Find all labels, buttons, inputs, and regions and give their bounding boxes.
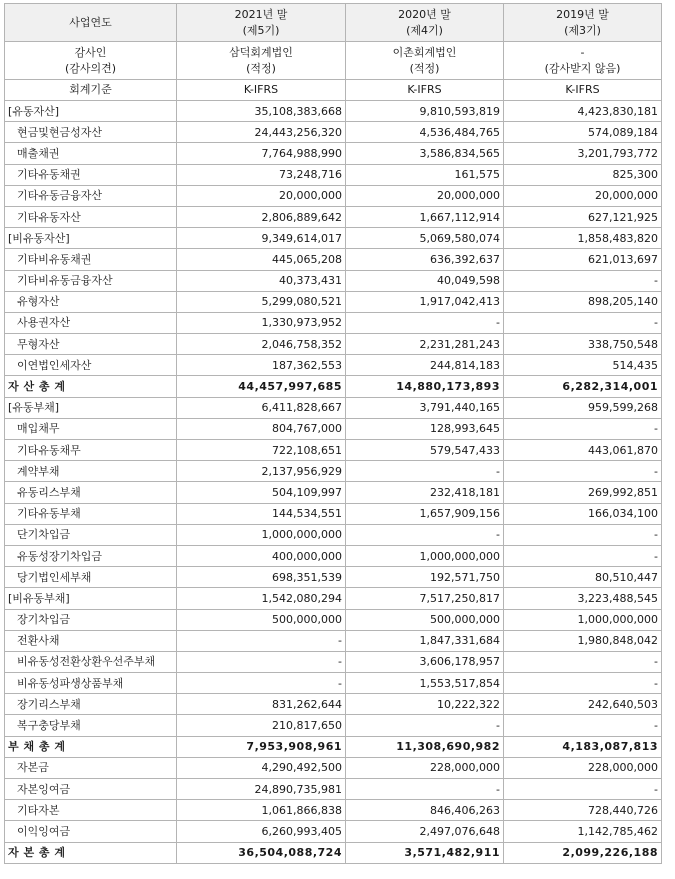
value-cell: 1,657,909,156 [346,503,504,524]
table-row [5,694,662,715]
row-label: 비유동성전환상환우선주부채 [5,651,177,672]
value-cell: - [504,270,662,291]
value-cell: 9,349,614,017 [177,228,346,249]
value-cell: 80,510,447 [504,567,662,588]
value-cell: 187,362,553 [177,355,346,376]
row-label: 단기차입금 [5,524,177,545]
value-cell: 3,606,178,957 [346,651,504,672]
section-row [5,397,662,418]
value-cell: - [346,312,504,333]
header-period: (제3기) [564,23,601,37]
table-row [5,164,662,185]
value-cell: - [504,524,662,545]
value-cell: 1,847,331,684 [346,630,504,651]
table-row [5,800,662,821]
value-cell: 35,108,383,668 [177,101,346,122]
table-row [5,185,662,206]
value-cell: 846,406,263 [346,800,504,821]
table-row [5,122,662,143]
table-row [5,567,662,588]
value-cell: 20,000,000 [504,185,662,206]
value-cell: - [504,651,662,672]
value-cell: 500,000,000 [346,609,504,630]
value-cell: 574,089,184 [504,122,662,143]
value-cell: 73,248,716 [177,164,346,185]
value-cell: 244,814,183 [346,355,504,376]
table-row [5,609,662,630]
value-cell: - [177,630,346,651]
value-cell: 2,497,076,648 [346,821,504,842]
auditor-cell [504,42,662,80]
table-row [5,715,662,736]
value-cell: 400,000,000 [177,545,346,566]
value-cell: 40,049,598 [346,270,504,291]
table-row [5,779,662,800]
value-cell: 24,443,256,320 [177,122,346,143]
value-cell: 232,418,181 [346,482,504,503]
row-label: [유동자산] [5,101,177,122]
row-label: 자 본 총 계 [5,842,177,863]
value-cell: 7,953,908,961 [177,736,346,757]
value-cell: 3,571,482,911 [346,842,504,863]
value-cell: 2,806,889,642 [177,206,346,227]
row-label: [유동부채] [5,397,177,418]
row-label: 전환사채 [5,630,177,651]
value-cell: 161,575 [346,164,504,185]
table-row [5,312,662,333]
header-period: (제4기) [406,23,443,37]
table-row [5,418,662,439]
header-year: 2019년 말 [556,7,609,21]
value-cell: 1,980,848,042 [504,630,662,651]
value-cell: 2,137,956,929 [177,461,346,482]
row-label: 기타비유동채권 [5,249,177,270]
value-cell: 166,034,100 [504,503,662,524]
value-cell: 3,223,488,545 [504,588,662,609]
auditor-row [5,42,662,80]
table-row [5,440,662,461]
row-label: 비유동성파생상품부채 [5,673,177,694]
table-row [5,545,662,566]
value-cell: 4,290,492,500 [177,757,346,778]
value-cell: 144,534,551 [177,503,346,524]
row-label: 기타유동금융자산 [5,185,177,206]
value-cell: 1,858,483,820 [504,228,662,249]
value-cell: 4,536,484,765 [346,122,504,143]
value-cell: 1,667,112,914 [346,206,504,227]
value-cell: 4,183,087,813 [504,736,662,757]
total-row [5,842,662,863]
table-row [5,270,662,291]
value-cell: 24,890,735,981 [177,779,346,800]
value-cell: 210,817,650 [177,715,346,736]
header-col-2020 [346,4,504,42]
value-cell: 128,993,645 [346,418,504,439]
row-label: 기타유동부채 [5,503,177,524]
table-row [5,821,662,842]
row-label: 장기리스부채 [5,694,177,715]
row-label: 계약부채 [5,461,177,482]
value-cell: 3,586,834,565 [346,143,504,164]
value-cell: - [504,673,662,694]
value-cell: 3,791,440,165 [346,397,504,418]
table-row [5,524,662,545]
auditor-label: 감사인 [74,45,107,59]
row-label: 유동리스부채 [5,482,177,503]
table-row [5,482,662,503]
value-cell: 2,231,281,243 [346,334,504,355]
value-cell: 36,504,088,724 [177,842,346,863]
table-row [5,355,662,376]
value-cell: 1,330,973,952 [177,312,346,333]
row-label: 자본잉여금 [5,779,177,800]
value-cell: 831,262,644 [177,694,346,715]
audit-opinion: (적정) [409,61,440,75]
value-cell: 6,282,314,001 [504,376,662,397]
auditor-name: 삼덕회계법인 [229,45,293,59]
value-cell: 10,222,322 [346,694,504,715]
value-cell: 9,810,593,819 [346,101,504,122]
table-row [5,143,662,164]
row-label: 당기법인세부채 [5,567,177,588]
value-cell: 6,260,993,405 [177,821,346,842]
value-cell: 6,411,828,667 [177,397,346,418]
row-label: 장기차입금 [5,609,177,630]
table-row [5,206,662,227]
value-cell: 4,423,830,181 [504,101,662,122]
auditor-cell [177,42,346,80]
standard-cell: K-IFRS [346,80,504,101]
value-cell: 228,000,000 [504,757,662,778]
value-cell: 2,046,758,352 [177,334,346,355]
total-row [5,736,662,757]
value-cell: - [346,461,504,482]
value-cell: 228,000,000 [346,757,504,778]
row-label: 유형자산 [5,291,177,312]
value-cell: 500,000,000 [177,609,346,630]
value-cell: - [504,715,662,736]
header-row [5,4,662,42]
table-row [5,673,662,694]
value-cell: 1,553,517,854 [346,673,504,694]
standard-cell: K-IFRS [177,80,346,101]
audit-opinion: (감사받지 않음) [544,61,621,75]
value-cell: - [177,651,346,672]
row-label: 자 산 총 계 [5,376,177,397]
header-col-2021 [177,4,346,42]
row-label: 매입채무 [5,418,177,439]
row-label: 복구충당부채 [5,715,177,736]
row-label: 이연법인세자산 [5,355,177,376]
value-cell: 3,201,793,772 [504,143,662,164]
auditor-label-cell [5,42,177,80]
value-cell: 1,142,785,462 [504,821,662,842]
header-year: 2021년 말 [234,7,288,21]
value-cell: 20,000,000 [177,185,346,206]
value-cell: 621,013,697 [504,249,662,270]
row-label: 자본금 [5,757,177,778]
value-cell: 7,517,250,817 [346,588,504,609]
value-cell: 959,599,268 [504,397,662,418]
total-row [5,376,662,397]
row-label: 현금및현금성자산 [5,122,177,143]
value-cell: 269,992,851 [504,482,662,503]
value-cell: - [504,779,662,800]
row-label: 기타유동자산 [5,206,177,227]
table-row [5,249,662,270]
value-cell: - [504,418,662,439]
section-row [5,588,662,609]
standard-row [5,80,662,101]
value-cell: 5,299,080,521 [177,291,346,312]
value-cell: 898,205,140 [504,291,662,312]
value-cell: 804,767,000 [177,418,346,439]
table-row [5,503,662,524]
value-cell: 2,099,226,188 [504,842,662,863]
value-cell: 338,750,548 [504,334,662,355]
auditor-cell [346,42,504,80]
row-label: 기타유동채무 [5,440,177,461]
value-cell: 20,000,000 [346,185,504,206]
value-cell: - [504,461,662,482]
auditor-name: 이촌회계법인 [392,45,457,59]
auditor-name: - [580,45,585,59]
value-cell: 7,764,988,990 [177,143,346,164]
table-row [5,757,662,778]
section-row [5,228,662,249]
table-row [5,334,662,355]
value-cell: 242,640,503 [504,694,662,715]
table-row [5,461,662,482]
value-cell: 1,000,000,000 [346,545,504,566]
table-row [5,630,662,651]
value-cell: 11,308,690,982 [346,736,504,757]
value-cell: 1,542,080,294 [177,588,346,609]
value-cell: 636,392,637 [346,249,504,270]
value-cell: - [504,545,662,566]
section-row [5,101,662,122]
header-year: 2020년 말 [398,7,451,21]
value-cell: 1,917,042,413 [346,291,504,312]
value-cell: 40,373,431 [177,270,346,291]
row-label: 부 채 총 계 [5,736,177,757]
value-cell: 1,061,866,838 [177,800,346,821]
row-label: 기타유동채권 [5,164,177,185]
value-cell: 698,351,539 [177,567,346,588]
row-label: [비유동자산] [5,228,177,249]
standard-cell: K-IFRS [504,80,662,101]
value-cell: 1,000,000,000 [504,609,662,630]
value-cell: 722,108,651 [177,440,346,461]
header-label: 사업연도 [5,4,177,42]
value-cell: 14,880,173,893 [346,376,504,397]
row-label: 기타자본 [5,800,177,821]
value-cell: 627,121,925 [504,206,662,227]
header-period: (제5기) [242,23,280,37]
row-label: 이익잉여금 [5,821,177,842]
value-cell: 1,000,000,000 [177,524,346,545]
value-cell: 44,457,997,685 [177,376,346,397]
row-label: 매출채권 [5,143,177,164]
value-cell: - [346,524,504,545]
header-col-2019 [504,4,662,42]
value-cell: 514,435 [504,355,662,376]
value-cell: - [346,715,504,736]
audit-opinion: (적정) [246,61,276,75]
row-label: 무형자산 [5,334,177,355]
value-cell: 443,061,870 [504,440,662,461]
value-cell: 825,300 [504,164,662,185]
value-cell: 579,547,433 [346,440,504,461]
value-cell: 5,069,580,074 [346,228,504,249]
value-cell: 728,440,726 [504,800,662,821]
financial-summary-table [4,3,662,864]
row-label: [비유동부채] [5,588,177,609]
table-row [5,291,662,312]
value-cell: - [346,779,504,800]
standard-label: 회계기준 [5,80,177,101]
auditor-sublabel: (감사의견) [64,61,117,75]
table-row [5,651,662,672]
value-cell: 445,065,208 [177,249,346,270]
row-label: 사용권자산 [5,312,177,333]
row-label: 유동성장기차입금 [5,545,177,566]
value-cell: 504,109,997 [177,482,346,503]
value-cell: - [177,673,346,694]
value-cell: - [504,312,662,333]
value-cell: 192,571,750 [346,567,504,588]
row-label: 기타비유동금융자산 [5,270,177,291]
